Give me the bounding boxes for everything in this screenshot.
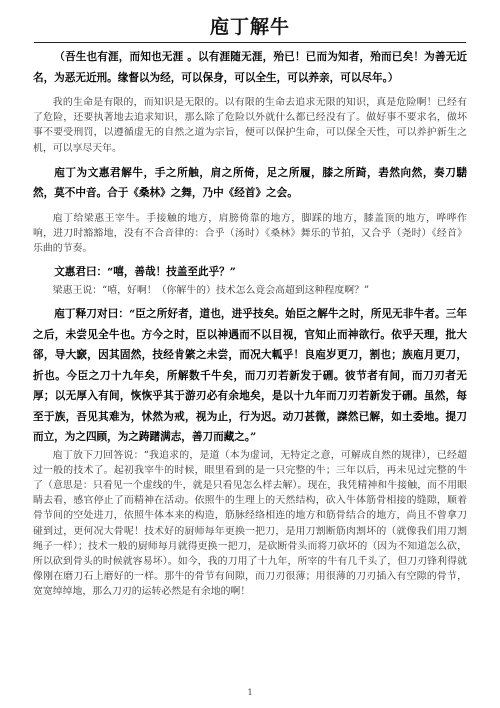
document-body (33, 47, 467, 600)
title-divider (34, 42, 466, 43)
page-title: 庖丁解牛 (209, 16, 290, 38)
translation-paragraph: 庖丁放下刀回答说：“我追求的，是道（本为虚词，无特定之意，可解成自然的规律），已经超过一般的技术了。起初我宰牛的时候，眼里看到的是一只完整的牛；三年以后，再未见过完整的牛了（意思是：只看见一个虚线的牛，就是只看见怎么样去解）。现在，我凭精神和牛接触，而不用眼睛去看，感官停止了而精神在活动。依照牛的生理上的天然结构，砍入牛体筋骨相接的缝隙，顺着骨节间的空处进刀，依照牛体本来的构造，筋脉经络相连的地方和筋骨结合的地方，尚且不曾拿刀碰到过，更何况大骨呢！技术好的厨师每年更换一把刀，是用刀割断筋肉割坏的（就像我们用刀割绳子一样）；技术一般的厨师每月就得更换一把刀，是砍断骨头而将刀砍坏的（因为不知道怎么砍，所以砍到骨头的时候就容易坏）。如今，我的刀用了十九年，所宰的牛有几千头了，但刀刃锋利得就像刚在磨刀石上磨好的一样。那牛的骨节有间隙，而刀刃很薄；用很薄的刀刃插入有空隙的骨节，宽宽绰绰地，那么刀刃的运转必然是有余地的啊！ (33, 449, 467, 598)
page-number: 1 (247, 688, 253, 697)
original-text-paragraph: 庖丁为文惠君解牛，手之所触，肩之所倚，足之所履，膝之所踦，砉然向然，奏刀騞然，莫不中音。合于《桑林》之舞，乃中《经首》之会。 (33, 166, 467, 200)
original-text-paragraph: 庖丁释刀对曰：“臣之所好者，道也，进乎技矣。始臣之解牛之时，所见无非牛者。三年之后，未尝见全牛也。方今之时，臣以神遇而不以目视，官知止而神欲行。依乎天理，批大郤，导大窾，因其固然，技经肯綮之未尝，而况大軱乎！良庖岁更刀，割也；族庖月更刀，折也。今臣之刀十九年矣，所解数千牛矣，而刀刃若新发于硎。彼节者有间，而刀刃者无厚；以无厚入有间，恢恢乎其于游刃必有余地矣，是以十九年而刀刃若新发于硎。虽然，每至于族，吾见其难为，怵然为戒，视为止，行为迟。动刀甚微，謋然已解，如土委地。提刀而立，为之四顾，为之踌躇满志，善刀而藏之。” (33, 308, 467, 444)
original-text-paragraph: 文惠君曰：“嘻，善哉！技盖至此乎？” (54, 266, 236, 279)
translation-paragraph: 庖丁给梁惠王宰牛。手接触的地方，肩膀倚靠的地方，脚踩的地方，膝盖顶的地方，哗哗作响，进刀时豁豁地，没有不合音律的：合乎（汤时）《桑林》舞乐的节拍，又合乎（尧时）《经首》乐曲的节奏。 (33, 212, 467, 255)
translation-paragraph: 我的生命是有限的，而知识是无限的。以有限的生命去追求无限的知识，真是危险啊！已经有了危险，还要执著地去追求知识，那么除了危险以外就什么都已经没有了。做好事不要求名，做坏事不要受刑罚，以遵循虚无的自然之道为宗旨，便可以保护生命，可以保全天性，可以养护新生之机，可以享尽天年。 (33, 97, 467, 154)
translation-paragraph: 梁惠王说：“嘻，好啊！（你解牛的）技术怎么竟会高超到这种程度啊？” (52, 284, 370, 296)
original-text-paragraph: （吾生也有涯，而知也无涯 。以有涯随无涯，殆已！已而为知者，殆而已矣！为善无近名，为恶无近刑。缘督以为经，可以保身，可以全生，可以养亲，可以尽年。） (33, 51, 467, 84)
